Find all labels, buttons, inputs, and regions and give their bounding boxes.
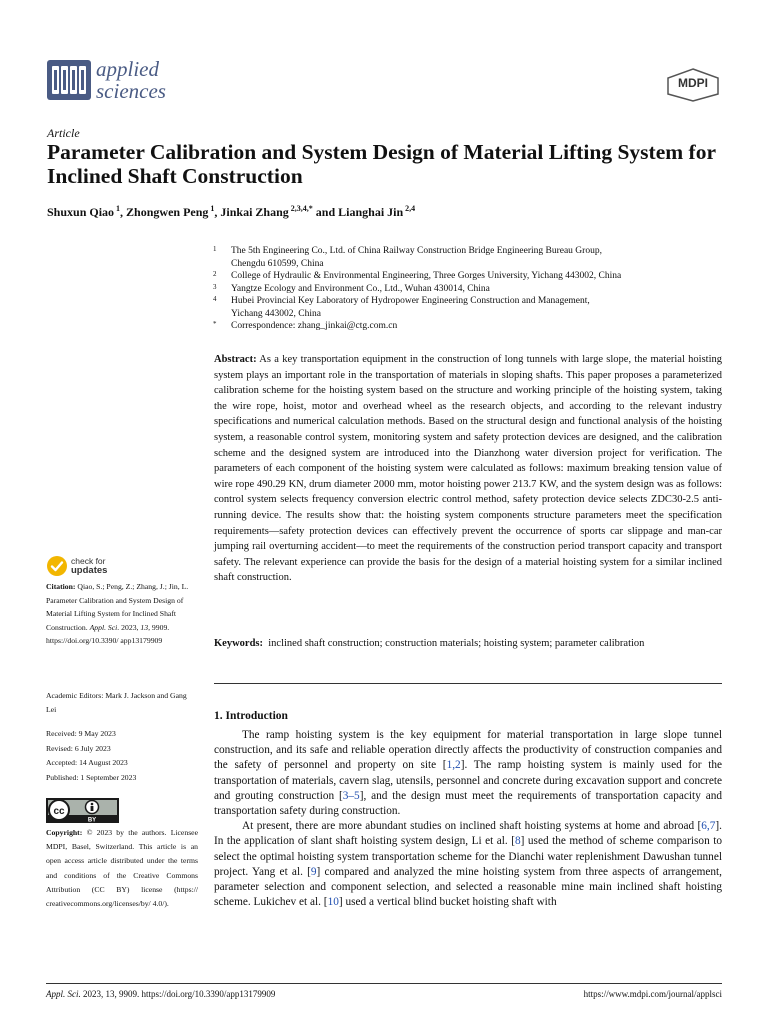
article-type: Article	[47, 126, 80, 140]
footer-doi[interactable]: 2023, 13, 9909. https://doi.org/10.3390/app13179909	[83, 989, 276, 999]
intro-paragraph-2	[214, 819, 722, 910]
affiliation-mark: 2	[213, 270, 217, 278]
paragraph-text: ]. In the application of slant shaft hoisting system design, Li et al. [	[214, 820, 722, 848]
article-title: Parameter Calibration and System Design of Material Lifting System for Inclined Shaft Construction	[47, 140, 716, 188]
author-name[interactable]: Jinkai Zhang	[220, 205, 289, 219]
author-affiliation-mark: 2,3,4,*	[290, 204, 313, 213]
article-dates	[46, 727, 196, 785]
journal-logo-icon	[47, 60, 91, 100]
check-label-top: check for	[71, 556, 106, 566]
reference-link[interactable]: 6,7	[701, 820, 716, 833]
svg-text:cc: cc	[53, 806, 65, 817]
affiliations	[213, 245, 723, 333]
intro-paragraph-1	[214, 728, 722, 819]
date-published: Published: 1 September 2023	[46, 772, 137, 782]
check-for-updates-button[interactable]	[46, 555, 176, 579]
paragraph-text: ] used the method of scheme comparison to select the optimal hoisting system transportation scheme for the Dianchi water replenishment Dawushan tunnel project. Yang et al. [	[214, 835, 722, 878]
author-affiliation-mark: 1	[210, 204, 215, 213]
check-label-bottom: updates	[71, 565, 108, 576]
paragraph-text: ] used a vertical blind bucket hoisting shaft with	[338, 896, 557, 909]
date-revised: Revised: 6 July 2023	[46, 743, 111, 753]
date-accepted: Accepted: 14 August 2023	[46, 758, 128, 767]
paragraph-text: ] compared and analyzed the mine hoisting system from three aspects of arrangement, parameter selection and component selection, and selected a reasonable mine main inclined shaft hoisting scheme. Lukichev et al. [	[214, 865, 722, 909]
author-name[interactable]: Zhongwen Peng	[126, 205, 209, 219]
abstract-label: Abstract:	[214, 354, 257, 365]
citation-authors: Qiao, S.; Peng, Z.; Zhang, J.; Jin, L. Parameter Calibration and System Design of Material Lifting System for Inclined Shaft Construction.	[46, 582, 189, 632]
journal-name: applied sciences	[96, 57, 166, 103]
cc-by-icon	[46, 798, 119, 823]
reference-link[interactable]: 9	[310, 865, 317, 878]
section-divider	[214, 683, 722, 684]
affiliation-item	[213, 295, 723, 320]
copyright-notice	[46, 826, 198, 911]
author-affiliation-mark: 2,4	[405, 204, 416, 213]
author-separator: and	[312, 205, 339, 219]
affiliation-item	[213, 320, 723, 333]
citation-block	[46, 580, 196, 648]
section-heading-introduction: 1. Introduction	[214, 710, 288, 722]
keywords-label: Keywords:	[214, 638, 263, 649]
footer-citation	[46, 989, 275, 999]
cc-by-license-badge[interactable]	[46, 798, 119, 823]
affiliation-line: Hubei Provincial Key Laboratory of Hydropower Engineering Construction and Management,	[231, 296, 590, 306]
citation-label: Citation:	[46, 582, 76, 591]
author-separator: ,	[120, 205, 127, 219]
affiliation-line: Correspondence: zhang_jinkai@ctg.com.cn	[231, 321, 398, 331]
cc-by-label: BY	[87, 817, 97, 823]
affiliation-line: Chengdu 610599, China	[231, 258, 324, 269]
citation-year: 2023,	[121, 622, 139, 632]
paragraph-text: ], and the design must meet the requirements of transportation capacity and transportation safety during construction.	[214, 789, 723, 818]
publisher-name: MDPI	[678, 76, 708, 90]
abstract-text: As a key transportation equipment in the construction of long tunnels with large slope, the material hoisting system plays an important role in the transportation of materials in sloping shafts. This paper proposes a parameterized calibration scheme for the hoisting system based on the structure and working principle of the hoisting system, taking the wire rope, hoist, motor and overhead wheel as the research objects, and according to the relevant industry specifications and numerical calculation methods. Based on the structural design and functional analysis of the hoisting system, a reasonable control system, monitoring system and safety protection devices are designed, and the calibration scheme and the designed system are introduced into the Dianzhong water diversion project for verification. The parameters of each component of the hoisting system were calculated as follows: maximum breaking tension value of wire rope 490.29 KN, drum diameter 2000 mm, motor hoisting power 213.7 KW, and the system design was as follows: control system selects frequency conversion electric control method, safety protection device selects ZDC30-2.5 anti-running device. The results show that: the hoisting system components structure parameters meet the specification requirements—safety protection devices can effectively prevent the occurrence of sports car slippage and man-car jumping rail overturning accident—to meet the requirements of the construction period transport capacity and transport safety. The relevant experience can provide the basis for the design of a material hoisting system for a similar inclined shaft construction.	[214, 354, 723, 584]
affiliation-item	[213, 270, 723, 283]
introduction-body	[214, 728, 722, 910]
affiliation-line: College of Hydraulic & Environmental Engineering, Three Gorges University, Yichang 443002, China	[231, 271, 622, 281]
author-list	[47, 204, 415, 220]
copyright-text: © 2023 by the authors. Licensee MDPI, Basel, Switzerland. This article is an open access article distributed under the terms and conditions of the Creative Commons Attribution (CC BY) license (https:// creativecommons.org/licenses/by/ 4.0/).	[46, 828, 199, 909]
citation-volume: 13,	[140, 622, 150, 632]
footer-divider	[46, 983, 722, 984]
reference-link[interactable]: 10	[327, 896, 339, 909]
academic-editors: Academic Editors: Mark J. Jackson and Gang Lei	[46, 691, 187, 714]
affiliation-item	[213, 245, 723, 270]
date-received: Received: 9 May 2023	[46, 729, 116, 738]
footer-journal: Appl. Sci.	[46, 989, 81, 999]
affiliation-mark: 1	[213, 245, 217, 253]
citation-journal: Appl. Sci.	[89, 622, 120, 632]
publisher-logo	[666, 68, 720, 102]
affiliation-mark: 4	[213, 295, 217, 303]
author-name[interactable]: Shuxun Qiao	[47, 205, 115, 219]
citation-doi[interactable]: 9909. https://doi.org/10.3390/ app13179909	[46, 622, 170, 645]
affiliation-line: The 5th Engineering Co., Ltd. of China Railway Construction Bridge Engineering Bureau Group,	[231, 246, 602, 256]
affiliation-mark: 3	[213, 282, 217, 291]
author-affiliation-mark: 1	[116, 204, 121, 213]
paragraph-text: ]. The ramp hoisting system is mainly used for the transportation of materials, cavern slag, utensils, personnel and concrete during excavation support and concrete and grouting construction [	[214, 759, 722, 802]
copyright-label: Copyright:	[46, 828, 83, 837]
keywords-text: inclined shaft construction; construction materials; hoisting system; parameter calibration	[268, 638, 645, 649]
reference-link[interactable]: 1,2	[446, 759, 461, 772]
author-name[interactable]: Lianghai Jin	[338, 205, 404, 219]
check-for-updates-icon	[46, 555, 68, 577]
abstract	[214, 352, 722, 586]
paragraph-text: The ramp hoisting system is the key equipment for material transportation in large slope tunnel construction, and its safe and reliable operation directly affects the productivity of construction companies and the safety of personnel and property on site [	[214, 729, 722, 772]
paragraph-text: At present, there are more abundant studies on inclined shaft hoisting systems at home and abroad [	[242, 820, 702, 833]
keywords	[214, 636, 722, 652]
footer-journal-url[interactable]: https://www.mdpi.com/journal/applsci	[583, 989, 722, 999]
affiliation-line: Yichang 443002, China	[231, 308, 321, 319]
reference-link[interactable]: 3–5	[342, 789, 360, 802]
affiliation-line: Yangtze Ecology and Environment Co., Ltd., Wuhan 430014, China	[231, 283, 490, 294]
affiliation-mark: *	[213, 320, 217, 328]
author-separator: ,	[214, 205, 221, 219]
reference-link[interactable]: 8	[515, 835, 521, 848]
affiliation-item	[213, 283, 723, 296]
